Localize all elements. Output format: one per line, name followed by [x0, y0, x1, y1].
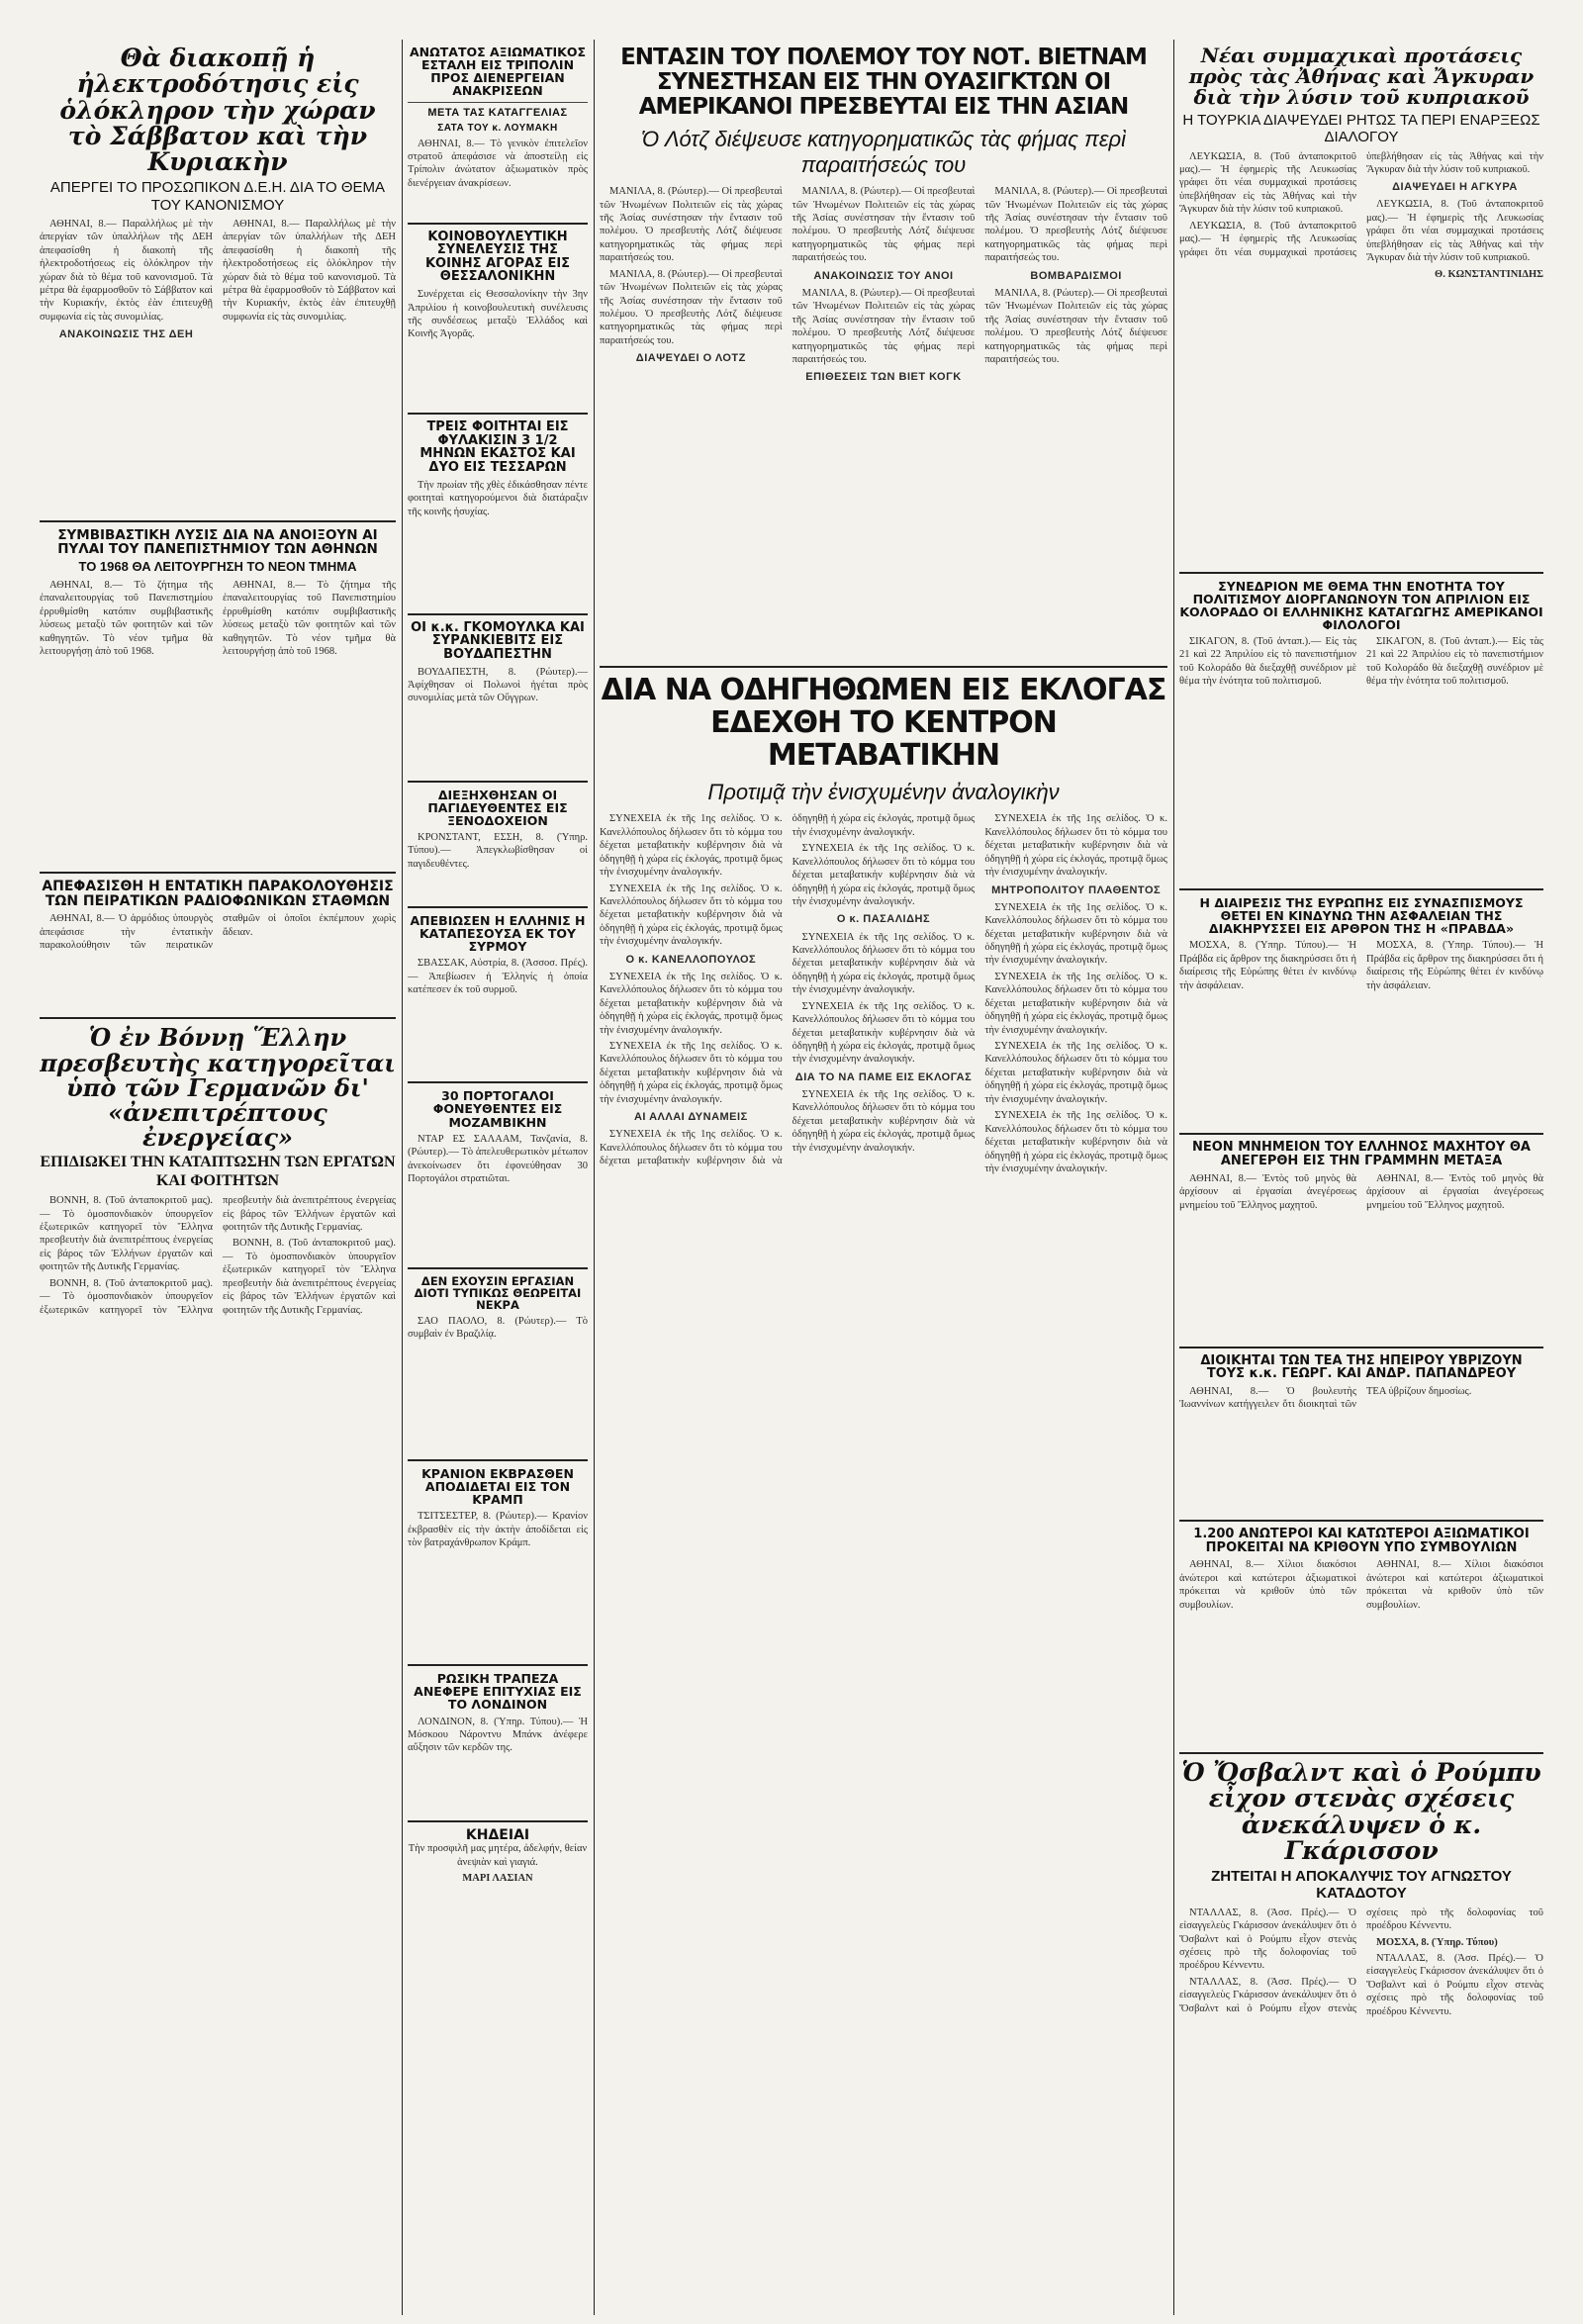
headline-bonn-ambassador: Ὁ ἐν Βόννῃ Ἕλλην πρεσβευτὴς κατηγορεῖται ὑπὸ τῶν Γερμανῶν δι' «ἀνεπιτρέπτους ἐνεργείας» [40, 1023, 396, 1153]
divider [408, 906, 588, 908]
column-4 [1179, 46, 1543, 2311]
headline-no-work: ΔΕΝ ΕΧΟΥΣΙΝ ΕΡΓΑΣΙΑΝ ΔΙΟΤΙ ΤΥΠΙΚΩΣ ΘΕΩΡΕΙΤΑΙ ΝΕΚΡΑ [414, 1273, 582, 1312]
section-heading: ΑΙ ΑΛΛΑΙ ΔΥΝΑΜΕΙΣ [633, 1111, 748, 1124]
divider [408, 613, 588, 615]
divider [408, 1081, 588, 1083]
section-heading: ΔΙΑΨΕΥΔΕΙ Ο ΛΟΤΖ [635, 352, 746, 365]
headline-officers-councils: 1.200 ΑΝΩΤΕΡΟΙ ΚΑΙ ΚΑΤΩΤΕΡΟΙ ΑΞΙΩΜΑΤΙΚΟΙ ΠΡΟΚΕΙΤΑΙ ΝΑ ΚΡΙΘΟΥΝ ΥΠΟ ΣΥΜΒΟΥΛΙΩΝ [1193, 1526, 1530, 1555]
divider [1179, 572, 1543, 574]
section-heading: ΔΙΑΨΕΥΔΕΙ Η ΑΓΚΥΡΑ [1392, 181, 1518, 194]
headline-funerals: ΚΗΔΕΙΑΙ [465, 1826, 530, 1843]
article-body: ΑΘΗΝΑΙ, 8.— Παραλλήλως μὲ τὴν ἀπεργίαν τῶν ὑπαλλήλων τῆς ΔΕΗ ἀπεφασίσθη ἡ διακοπὴ τῆς ἠλεκτροδοτήσεως εἰς ὁλόκληρον τὴν χώραν διὰ τὸ θέμα τοῦ κανονισμοῦ. Τὰ μέτρα θὰ ἐφαρμοσθοῦν τὸ Σάββατον καὶ τὴν Κυριακήν, ἐκτὸς ἐὰν ἐπιτευχθῇ συμφωνία εἰς τὰς συνομιλίας. ΑΝΑΚΟΙΝΩΣΙΣ ΤΗΣ ΔΕΗ ΑΘΗΝΑΙ, 8.— Παραλλήλως μὲ τὴν ἀπεργίαν τῶν ὑπαλλήλων τῆς ΔΕΗ ἀπεφασίσθη ἡ διακοπὴ τῆς ἠλεκτροδοτήσεως εἰς ὁλόκληρον τὴν χώραν διὰ τὸ θέμα τοῦ κανονισμοῦ. Τὰ μέτρα θὰ ἐφαρμοσθοῦν τὸ Σάββατον καὶ τὴν Κυριακήν, ἐκτὸς ἐὰν ἐπιτευχθῇ συμφωνία εἰς τὰς συνομιλίας. [40, 218, 396, 341]
subheadline: ΜΕΤΑ ΤΑΣ ΚΑΤΑΓΓΕΛΙΑΣ [427, 106, 568, 119]
divider [1179, 888, 1543, 890]
article-body: ΚΡΟΝΣΤΑΝΤ, ΕΣΣΗ, 8. (Ὑπηρ. Τύπου).— Ἀπεγκλωβίσθησαν οἱ παγιδευθέντες. [408, 831, 588, 870]
divider [1179, 1133, 1543, 1135]
divider [408, 413, 588, 415]
divider [408, 1459, 588, 1461]
article-body: Τὴν πρωίαν τῆς χθὲς ἐδικάσθησαν πέντε φοιτηταὶ κατηγορούμενοι διὰ διατάραξιν τῆς κοινῆς ἡσυχίας. [408, 479, 588, 517]
article-body: ΛΟΝΔΙΝΟΝ, 8. (Ὑπηρ. Τύπου).— Ἡ Μόσκοου Νάροντνυ Μπάνκ ἀνέφερε αὔξησιν τῶν κερδῶν της. [408, 1716, 588, 1754]
column-1 [40, 46, 396, 2311]
divider [40, 1017, 396, 1019]
article-body: ΝΤΑΛΛΑΣ, 8. (Ἀσσ. Πρές).— Ὁ εἰσαγγελεὺς Γκάρισσον ἀνεκάλυψεν ὅτι ὁ Ὄσβαλντ καὶ ὁ Ρούμπυ εἶχον στενὰς σχέσεις πρὸ τῆς δολοφονίας τοῦ προέδρου Κέννεντυ. ΝΤΑΛΛΑΣ, 8. (Ἀσσ. Πρές).— Ὁ εἰσαγγελεὺς Γκάρισσον ἀνεκάλυψεν ὅτι ὁ Ὄσβαλντ καὶ ὁ Ρούμπυ εἶχον στενὰς σχέσεις πρὸ τῆς δολοφονίας τοῦ προέδρου Κέννεντυ. ΜΟΣΧΑ, 8. (Ὑπηρ. Τύπου) ΝΤΑΛΛΑΣ, 8. (Ἀσσ. Πρές).— Ὁ εἰσαγγελεὺς Γκάρισσον ἀνεκάλυψεν ὅτι ὁ Ὄσβαλντ καὶ ὁ Ρούμπυ εἶχον στενὰς σχέσεις πρὸ τῆς δολοφονίας τοῦ προέδρου Κέννεντυ. [1179, 1906, 1543, 2017]
section-heading: ΔΙΑ ΤΟ ΝΑ ΠΑΜΕ ΕΙΣ ΕΚΛΟΓΑΣ [794, 1070, 973, 1083]
divider [408, 1267, 588, 1269]
section-heading: Ο κ. ΠΑΣΑΛΙΔΗΣ [836, 913, 931, 926]
headline-pravda: Η ΔΙΑΙΡΕΣΙΣ ΤΗΣ ΕΥΡΩΠΗΣ ΕΙΣ ΣΥΝΑΣΠΙΣΜΟΥΣ ΘΕΤΕΙ ΕΝ ΚΙΝΔΥΝΩ ΤΗΝ ΑΣΦΑΛΕΙΑΝ ΤΗΣ ΔΙΑΚΗΡΥΣΣΕΙ ΕΙΣ ΑΡΘΡΟΝ ΤΗΣ Η «ΠΡΑΒΔΑ» [1199, 895, 1524, 937]
article-body: ΑΘΗΝΑΙ, 8.— Ὁ βουλευτὴς Ἰωαννίνων κατήγγειλεν ὅτι διοικηταὶ τῶν ΤΕΑ ὑβρίζουν δημοσίως. [1179, 1385, 1472, 1411]
headline-skull-crabb: ΚΡΑΝΙΟΝ ΕΚΒΡΑΣΘΕΝ ΑΠΟΔΙΔΕΤΑΙ ΕΙΣ ΤΟΝ ΚΡΑΜΠ [421, 1465, 574, 1508]
headline-hotel-trapped: ΔΙΕΞΗΧΘΗΣΑΝ ΟΙ ΠΑΓΙΔΕΥΘΕΝΤΕΣ ΕΙΣ ΞΕΝΟΔΟΧΕΙΟΝ [427, 787, 568, 828]
divider [1179, 1520, 1543, 1522]
headline-tea-epirus: ΔΙΟΙΚΗΤΑΙ ΤΩΝ ΤΕΑ ΤΗΣ ΗΠΕΙΡΟΥ ΥΒΡΙΖΟΥΝ ΤΟΥΣ κ.κ. ΓΕΩΡΓ. ΚΑΙ ΑΝΔΡ. ΠΑΠΑΝΔΡΕΟΥ [1200, 1352, 1523, 1382]
section-heading: Ο κ. ΚΑΝΕΛΛΟΠΟΥΛΟΣ [625, 953, 757, 966]
headline-vietnam: ΕΝΤΑΣΙΝ ΤΟΥ ΠΟΛΕΜΟΥ ΤΟΥ ΝΟΤ. ΒΙΕΤΝΑΜ ΣΥΝΕΣΤΗΣΑΝ ΕΙΣ ΤΗΝ ΟΥΑΣΙΓΚΤΩΝ ΟΙ ΑΜΕΡΙΚΑΝΟΙ ΠΡΕΣΒΕΥΤΑΙ ΕΙΣ ΤΗΝ ΑΣΙΑΝ [620, 46, 1147, 120]
divider [408, 1820, 588, 1822]
column-rule [402, 40, 403, 2315]
divider [1179, 1347, 1543, 1348]
article-body: ΒΟΝΝΗ, 8. (Τοῦ ἀνταποκριτοῦ μας).— Τὸ ὁμοσπονδιακὸν ὑπουργεῖον ἐξωτερικῶν κατηγορεῖ τὸν Ἕλληνα πρεσβευτὴν διὰ ἀνεπιτρέπτους ἐνεργείας εἰς βάρος τῶν Ἑλλήνων ἐργατῶν καὶ φοιτητῶν τῆς Δυτικῆς Γερμανίας. ΒΟΝΝΗ, 8. (Τοῦ ἀνταποκριτοῦ μας).— Τὸ ὁμοσπονδιακὸν ὑπουργεῖον ἐξωτερικῶν κατηγορεῖ τὸν Ἕλληνα πρεσβευτὴν διὰ ἀνεπιτρέπτους ἐνεργείας εἰς βάρος τῶν Ἑλλήνων ἐργατῶν καὶ φοιτητῶν τῆς Δυτικῆς Γερμανίας. ΒΟΝΝΗ, 8. (Τοῦ ἀνταποκριτοῦ μας).— Τὸ ὁμοσπονδιακὸν ὑπουργεῖον ἐξωτερικῶν κατηγορεῖ τὸν Ἕλληνα πρεσβευτὴν διὰ ἀνεπιτρέπτους ἐνεργείας εἰς βάρος τῶν Ἑλλήνων ἐργατῶν καὶ φοιτητῶν τῆς Δυτικῆς Γερμανίας. [40, 1195, 396, 1316]
divider [408, 781, 588, 783]
article-body: ΣΑΟ ΠΑΟΛΟ, 8. (Ρώυτερ).— Τὸ συμβαὶν ἐν Βραζιλίᾳ. [408, 1315, 588, 1341]
headline-elections: ΔΙΑ ΝΑ ΟΔΗΓΗΘΩΜΕΝ ΕΙΣ ΕΚΛΟΓΑΣ ΕΔΕΧΘΗ ΤΟ ΚΕΝΤΡΟΝ ΜΕΤΑΒΑΤΙΚΗΝ [601, 673, 1166, 774]
article-body: ΑΘΗΝΑΙ, 8.— Τὸ γενικὸν ἐπιτελεῖον στρατοῦ ἀπεφάσισε νὰ ἀποστείλῃ εἰς Τρίπολιν ἀνώτατον ἀξιωματικὸν πρὸς διενέργειαν ἀνακρίσεων. [408, 138, 588, 189]
article-body: ΑΘΗΝΑΙ, 8.— Ὁ ἁρμόδιος ὑπουργὸς ἀπεφάσισε τὴν ἐντατικὴν παρακολούθησιν τῶν πειρατικῶν σταθμῶν οἱ ὁποῖοι ἐκπέμπουν χωρὶς ἄδειαν. [40, 913, 396, 952]
subheadline-proportional: Προτιμᾷ τὴν ἐνισχυμένην ἀναλογικὴν [707, 780, 1060, 805]
subheadline-dei-strike: ΑΠΕΡΓΕΙ ΤΟ ΠΡΟΣΩΠΙΚΟΝ Δ.Ε.Η. ΔΙΑ ΤΟ ΘΕΜΑ ΤΟΥ ΚΑΝΟΝΙΣΜΟΥ [49, 179, 386, 214]
subheadline-turkey-denies: Η ΤΟΥΡΚΙΑ ΔΙΑΨΕΥΔΕΙ ΡΗΤΩΣ ΤΑ ΠΕΡΙ ΕΝΑΡΞΕΩΣ ΔΙΑΛΟΓΟΥ [1182, 112, 1540, 146]
column-rule [594, 40, 595, 2315]
headline-pirate-radio: ΑΠΕΦΑΣΙΣΘΗ Η ΕΝΤΑΤΙΚΗ ΠΑΡΑΚΟΛΟΥΘΗΣΙΣ ΤΩΝ ΠΕΙΡΑΤΙΚΩΝ ΡΑΔΙΟΦΩΝΙΚΩΝ ΣΤΑΘΜΩΝ [42, 879, 394, 909]
headline-monument: ΝΕΟΝ ΜΝΗΜΕΙΟΝ ΤΟΥ ΕΛΛΗΝΟΣ ΜΑΧΗΤΟΥ ΘΑ ΑΝΕΓΕΡΘΗ ΕΙΣ ΤΗΝ ΓΡΑΜΜΗΝ ΜΕΤΑΞΑ [1192, 1140, 1531, 1169]
divider [600, 666, 1167, 668]
headline-greek-woman-died: ΑΠΕΒΙΩΣΕΝ Η ΕΛΛΗΝΙΣ Η ΚΑΤΑΠΕΣΟΥΣΑ ΕΚ ΤΟΥ ΣΥΡΜΟΥ [410, 912, 586, 955]
article-body: ΝΤΑΡ ΕΣ ΣΑΛΑΑΜ, Τανζανία, 8. (Ρώυτερ).— Τὸ ἀπελευθερωτικὸν μέτωπον ἀνεκοίνωσεν ὅτι ἐφονεύθησαν 30 Πορτογάλοι στρατιῶται. [408, 1133, 588, 1184]
headline-tripoli-officer: ΑΝΩΤΑΤΟΣ ΑΞΙΩΜΑΤΙΚΟΣ ΕΣΤΑΛΗ ΕΙΣ ΤΡΙΠΟΛΙΝ ΠΡΟΣ ΔΙΕΝΕΡΓΕΙΑΝ ΑΝΑΚΡΙΣΕΩΝ [410, 46, 586, 99]
section-heading: ΑΝΑΚΟΙΝΩΣΙΣ ΤΟΥ ΑΝΟΙ [813, 269, 954, 282]
headline-colorado-conference: ΣΥΝΕΔΡΙΟΝ ΜΕ ΘΕΜΑ ΤΗΝ ΕΝΟΤΗΤΑ ΤΟΥ ΠΟΛΙΤΙΣΜΟΥ ΔΙΟΡΓΑΝΩΝΟΥΝ ΤΟΝ ΑΠΡΙΛΙΟΝ ΕΙΣ ΚΟΛΟΡΑΔΟ ΟΙ ΕΛΛΗΝΙΚΗΣ ΚΑΤΑΓΩΓΗΣ ΑΜΕΡΙΚΑΝΟΙ ΦΙΛΟΛΟΓΟΙ [1179, 578, 1543, 632]
article-body: ΑΘΗΝΑΙ, 8.— Τὸ ζήτημα τῆς ἐπαναλειτουργίας τοῦ Πανεπιστημίου ἐρρυθμίσθη κατόπιν συμβιβαστικῆς λύσεως μεταξὺ τῶν φοιτητῶν καὶ τῶν καθηγητῶν. Τὸ νέον τμῆμα θὰ λειτουργήσῃ ἀπὸ τοῦ 1968. ΑΘΗΝΑΙ, 8.— Τὸ ζήτημα τῆς ἐπαναλειτουργίας τοῦ Πανεπιστημίου ἐρρυθμίσθη κατόπιν συμβιβαστικῆς λύσεως μεταξὺ τῶν φοιτητῶν καὶ τῶν καθηγητῶν. Τὸ νέον τμῆμα θὰ λειτουργήσῃ ἀπὸ τοῦ 1968. [40, 580, 396, 658]
article-body: ΣΙΚΑΓΟΝ, 8. (Τοῦ ἀνταπ.).— Εἰς τὰς 21 καὶ 22 Ἀπριλίου εἰς τὸ πανεπιστήμιον τοῦ Κολοράδο θὰ διεξαχθῇ συνέδριον μὲ θέμα τὴν ἑνότητα τοῦ πολιτισμοῦ. ΣΙΚΑΓΟΝ, 8. (Τοῦ ἀνταπ.).— Εἰς τὰς 21 καὶ 22 Ἀπριλίου εἰς τὸ πανεπιστήμιον τοῦ Κολοράδο θὰ διεξαχθῇ συνέδριον μὲ θέμα τὴν ἑνότητα τοῦ πολιτισμοῦ. [1179, 636, 1543, 688]
funeral-notice: Τὴν προσφιλῆ μας μητέρα, ἀδελφήν, θείαν ἀνεψιὰν καὶ γιαγιά. ΜΑΡΙ ΛΑΣΙΑΝ [408, 1843, 588, 1885]
divider [40, 872, 396, 874]
column-2 [408, 46, 588, 2311]
section-heading: ΒΟΜΒΑΡΔΙΣΜΟΙ [1030, 269, 1122, 282]
headline-power-cut: Θὰ διακοπῇ ἡ ἠλεκτροδότησις εἰς ὁλόκληρον τὴν χώραν τὸ Σάββατον καὶ τὴν Κυριακὴν [59, 46, 376, 176]
article-body: ΣΥΝΕΧΕΙΑ ἐκ τῆς 1ης σελίδος. Ὁ κ. Κανελλόπουλος δήλωσεν ὅτι τὸ κόμμα του δέχεται μεταβατικὴν κυβέρνησιν διὰ νὰ ὁδηγηθῇ ἡ χώρα εἰς ἐκλογάς, προτιμᾷ ὅμως τὴν ἐνισχυμένην ἀναλογικήν. ΣΥΝΕΧΕΙΑ ἐκ τῆς 1ης σελίδος. Ὁ κ. Κανελλόπουλος δήλωσεν ὅτι τὸ κόμμα του δέχεται μεταβατικὴν κυβέρνησιν διὰ νὰ ὁδηγηθῇ ἡ χώρα εἰς ἐκλογάς, προτιμᾷ ὅμως τὴν ἐνισχυμένην ἀναλογικήν. Ο κ. ΚΑΝΕΛΛΟΠΟΥΛΟΣ ΣΥΝΕΧΕΙΑ ἐκ τῆς 1ης σελίδος. Ὁ κ. Κανελλόπουλος δήλωσεν ὅτι τὸ κόμμα του δέχεται μεταβατικὴν κυβέρνησιν διὰ νὰ ὁδηγηθῇ ἡ χώρα εἰς ἐκλογάς, προτιμᾷ ὅμως τὴν ἐνισχυμένην ἀναλογικήν. ΣΥΝΕΧΕΙΑ ἐκ τῆς 1ης σελίδος. Ὁ κ. Κανελλόπουλος δήλωσεν ὅτι τὸ κόμμα του δέχεται μεταβατικὴν κυβέρνησιν διὰ νὰ ὁδηγηθῇ ἡ χώρα εἰς ἐκλογάς, προτιμᾷ ὅμως τὴν ἐνισχυμένην ἀναλογικήν. ΑΙ ΑΛΛΑΙ ΔΥΝΑΜΕΙΣ ΣΥΝΕΧΕΙΑ ἐκ τῆς 1ης σελίδος. Ὁ κ. Κανελλόπουλος δήλωσεν ὅτι τὸ κόμμα του δέχεται μεταβατικὴν κυβέρνησιν διὰ νὰ ὁδηγηθῇ ἡ χώρα εἰς ἐκλογάς, προτιμᾷ ὅμως τὴν ἐνισχυμένην ἀναλογικήν. ΣΥΝΕΧΕΙΑ ἐκ τῆς 1ης σελίδος. Ὁ κ. Κανελλόπουλος δήλωσεν ὅτι τὸ κόμμα του δέχεται μεταβατικὴν κυβέρνησιν διὰ νὰ ὁδηγηθῇ ἡ χώρα εἰς ἐκλογάς, προτιμᾷ ὅμως τὴν ἐνισχυμένην ἀναλογικήν. Ο κ. ΠΑΣΑΛΙΔΗΣ ΣΥΝΕΧΕΙΑ ἐκ τῆς 1ης σελίδος. Ὁ κ. Κανελλόπουλος δήλωσεν ὅτι τὸ κόμμα του δέχεται μεταβατικὴν κυβέρνησιν διὰ νὰ ὁδηγηθῇ ἡ χώρα εἰς ἐκλογάς, προτιμᾷ ὅμως τὴν ἐνισχυμένην ἀναλογικήν. ΣΥΝΕΧΕΙΑ ἐκ τῆς 1ης σελίδος. Ὁ κ. Κανελλόπουλος δήλωσεν ὅτι τὸ κόμμα του δέχεται μεταβατικὴν κυβέρνησιν διὰ νὰ ὁδηγηθῇ ἡ χώρα εἰς ἐκλογάς, προτιμᾷ ὅμως τὴν ἐνισχυμένην ἀναλογικήν. ΔΙΑ ΤΟ ΝΑ ΠΑΜΕ ΕΙΣ ΕΚΛΟΓΑΣ ΣΥΝΕΧΕΙΑ ἐκ τῆς 1ης σελίδος. Ὁ κ. Κανελλόπουλος δήλωσεν ὅτι τὸ κόμμα του δέχεται μεταβατικὴν κυβέρνησιν διὰ νὰ ὁδηγηθῇ ἡ χώρα εἰς ἐκλογάς, προτιμᾷ ὅμως τὴν ἐνισχυμένην ἀναλογικήν. ΣΥΝΕΧΕΙΑ ἐκ τῆς 1ης σελίδος. Ὁ κ. Κανελλόπουλος δήλωσεν ὅτι τὸ κόμμα του δέχεται μεταβατικὴν κυβέρνησιν διὰ νὰ ὁδηγηθῇ ἡ χώρα εἰς ἐκλογάς, προτιμᾷ ὅμως τὴν ἐνισχυμένην ἀναλογικήν. ΜΗΤΡΟΠΟΛΙΤΟΥ ΠΛΑΘΕΝΤΟΣ ΣΥΝΕΧΕΙΑ ἐκ τῆς 1ης σελίδος. Ὁ κ. Κανελλόπουλος δήλωσεν ὅτι τὸ κόμμα του δέχεται μεταβατικὴν κυβέρνησιν διὰ νὰ ὁδηγηθῇ ἡ χώρα εἰς ἐκλογάς, προτιμᾷ ὅμως τὴν ἐνισχυμένην ἀναλογικήν. ΣΥΝΕΧΕΙΑ ἐκ τῆς 1ης σελίδος. Ὁ κ. Κανελλόπουλος δήλωσεν ὅτι τὸ κόμμα του δέχεται μεταβατικὴν κυβέρνησιν διὰ νὰ ὁδηγηθῇ ἡ χώρα εἰς ἐκλογάς, προτιμᾷ ὅμως τὴν ἐνισχυμένην ἀναλογικήν. ΣΥΝΕΧΕΙΑ ἐκ τῆς 1ης σελίδος. Ὁ κ. Κανελλόπουλος δήλωσεν ὅτι τὸ κόμμα του δέχεται μεταβατικὴν κυβέρνησιν διὰ νὰ ὁδηγηθῇ ἡ χώρα εἰς ἐκλογάς, προτιμᾷ ὅμως τὴν ἐνισχυμένην ἀναλογικήν. ΣΥΝΕΧΕΙΑ ἐκ τῆς 1ης σελίδος. Ὁ κ. Κανελλόπουλος δήλωσεν ὅτι τὸ κόμμα του δέχεται μεταβατικὴν κυβέρνησιν διὰ νὰ ὁδηγηθῇ ἡ χώρα εἰς ἐκλογάς, προτιμᾷ ὅμως τὴν ἐνισχυμένην ἀναλογικήν. [600, 813, 1167, 1174]
section-heading: ΑΝΑΚΟΙΝΩΣΙΣ ΤΗΣ ΔΕΗ [58, 328, 194, 341]
divider [408, 1664, 588, 1666]
article-body: ΑΘΗΝΑΙ, 8.— Χίλιοι διακόσιοι ἀνώτεροι καὶ κατώτεροι ἀξιωματικοὶ πρόκειται νὰ κριθοῦν ὑπὸ τῶν συμβουλίων. ΑΘΗΝΑΙ, 8.— Χίλιοι διακόσιοι ἀνώτεροι καὶ κατώτεροι ἀξιωματικοὶ πρόκειται νὰ κριθοῦν ὑπὸ τῶν συμβουλίων. [1179, 1559, 1543, 1611]
headline-university: ΣΥΜΒΙΒΑΣΤΙΚΗ ΛΥΣΙΣ ΔΙΑ ΝΑ ΑΝΟΙΞΟΥΝ ΑΙ ΠΥΛΑΙ ΤΟΥ ΠΑΝΕΠΙΣΤΗΜΙΟΥ ΤΩΝ ΑΘΗΝΩΝ [57, 526, 378, 557]
article-body: ΜΟΣΧΑ, 8. (Ὑπηρ. Τύπου).— Ἡ Πράβδα εἰς ἄρθρον της διακηρύσσει ὅτι ἡ διαίρεσις τῆς Εὐρώπης θέτει ἐν κινδύνῳ τὴν ἀσφάλειαν. ΜΟΣΧΑ, 8. (Ὑπηρ. Τύπου).— Ἡ Πράβδα εἰς ἄρθρον της διακηρύσσει ὅτι ἡ διαίρεσις τῆς Εὐρώπης θέτει ἐν κινδύνῳ τὴν ἀσφάλειαν. [1179, 940, 1543, 991]
divider [40, 520, 396, 522]
article-body: ΒΟΥΔΑΠΕΣΤΗ, 8. (Ρώυτερ).— Ἀφίχθησαν οἱ Πολωνοὶ ἡγέται πρὸς συνομιλίας μετὰ τῶν Οὕγγρων. [408, 666, 588, 704]
headline-common-market: ΚΟΙΝΟΒΟΥΛΕΥΤΙΚΗ ΣΥΝΕΛΕΥΣΙΣ ΤΗΣ ΚΟΙΝΗΣ ΑΓΟΡΑΣ ΕΙΣ ΘΕΣΣΑΛΟΝΙΚΗΝ [424, 229, 571, 285]
subheadline-new-department: ΤΟ 1968 ΘΑ ΛΕΙΤΟΥΡΓΗΣΗ ΤΟ ΝΕΟΝ ΤΜΗΜΑ [78, 559, 357, 575]
divider [1179, 1752, 1543, 1754]
section-heading: ΜΗΤΡΟΠΟΛΙΤΟΥ ΠΛΑΘΕΝΤΟΣ [991, 883, 1162, 896]
section-heading: ΕΠΙΘΕΣΕΙΣ ΤΩΝ ΒΙΕΤ ΚΟΓΚ [805, 371, 962, 384]
byline: Θ. ΚΩΝΣΤΑΝΤΙΝΙΔΗΣ [1435, 268, 1543, 280]
headline-cyprus: Νέαι συμμαχικαὶ προτάσεις πρὸς τὰς Ἀθήνας καὶ Ἄγκυραν διὰ τὴν λύσιν τοῦ κυπριακοῦ [1188, 46, 1535, 109]
subheadline-workers: ΕΠΙΔΙΩΚΕΙ ΤΗΝ ΚΑΤΑΠΤΩΣΗΝ ΤΩΝ ΕΡΓΑΤΩΝ ΚΑΙ ΦΟΙΤΗΤΩΝ [40, 1154, 396, 1189]
headline-students-jail: ΤΡΕΙΣ ΦΟΙΤΗΤΑΙ ΕΙΣ ΦΥΛΑΚΙΣΙΝ 3 1/2 ΜΗΝΩΝ ΕΚΑΣΤΟΣ ΚΑΙ ΔΥΟ ΕΙΣ ΤΕΣΣΑΡΩΝ [419, 419, 576, 475]
divider [408, 223, 588, 225]
headline-russian-bank: ΡΩΣΙΚΗ ΤΡΑΠΕΖΑ ΑΝΕΦΕΡΕ ΕΠΙΤΥΧΙΑΣ ΕΙΣ ΤΟ ΛΟΝΔΙΝΟΝ [414, 1671, 582, 1713]
subheadline: ΣΑΤΑ ΤΟΥ κ. ΛΟΥΜΑΚΗ [437, 122, 558, 134]
headline-gomulka: ΟΙ κ.κ. ΓΚΟΜΟΥΛΚΑ ΚΑΙ ΣΥΡΑΝΚΙΕΒΙΤΣ ΕΙΣ ΒΟΥΔΑΠΕΣΤΗΝ [411, 619, 585, 662]
headline-oswald-ruby: Ὁ Ὄσβαλντ καὶ ὁ Ρούμπυ εἶχον στενὰς σχέσεις ἀνεκάλυψεν ὁ κ. Γκάρισσον [1181, 1758, 1541, 1865]
article-body: Συνέρχεται εἰς Θεσσαλονίκην τὴν 3ην Ἀπριλίου ἡ κοινοβουλευτικὴ συνέλευσις τῆς συνδέσεως μεταξὺ Ἑλλάδος καὶ Κοινῆς Ἀγορᾶς. [408, 289, 588, 340]
article-body: ΑΘΗΝΑΙ, 8.— Ἐντὸς τοῦ μηνὸς θὰ ἀρχίσουν αἱ ἐργασίαι ἀνεγέρσεως μνημείου τοῦ Ἕλληνος μαχητοῦ. ΑΘΗΝΑΙ, 8.— Ἐντὸς τοῦ μηνὸς θὰ ἀρχίσουν αἱ ἐργασίαι ἀνεγέρσεως μνημείου τοῦ Ἕλληνος μαχητοῦ. [1179, 1172, 1543, 1211]
divider [408, 102, 588, 103]
column-3 [600, 46, 1167, 2311]
subheadline-lodge: Ὁ Λότζ διέψευσε κατηγορηματικῶς τὰς φήμας περὶ παραιτήσεώς του [640, 127, 1127, 177]
subheadline-informer: ΖΗΤΕΙΤΑΙ Η ΑΠΟΚΑΛΥΨΙΣ ΤΟΥ ΑΓΝΩΣΤΟΥ ΚΑΤΑΔΟΤΟΥ [1211, 1868, 1512, 1903]
dateline: ΜΟΣΧΑ, 8. (Ὑπηρ. Τύπου) [1376, 1936, 1498, 1948]
article-body: ΤΣΙΤΣΕΣΤΕΡ, 8. (Ρώυτερ).— Κρανίον ἐκβρασθὲν εἰς τὴν ἀκτὴν ἀποδίδεται εἰς τὸν βατραχάνθρωπον Κράμπ. [408, 1511, 588, 1549]
headline-portuguese-killed: 30 ΠΟΡΤΟΓΑΛΟΙ ΦΟΝΕΥΘΕΝΤΕΣ ΕΙΣ ΜΟΖΑΜΒΙΚΗΝ [432, 1088, 563, 1130]
article-body: ΜΑΝΙΛΑ, 8. (Ρώυτερ).— Οἱ πρεσβευταὶ τῶν Ἡνωμένων Πολιτειῶν εἰς τὰς χώρας τῆς Ἀσίας συνέστησαν τὴν ἔντασιν τοῦ πολέμου. Ὁ πρεσβευτὴς Λότζ διέψευσε κατηγορηματικῶς τὰς φήμας περὶ παραιτήσεώς του. ΜΑΝΙΛΑ, 8. (Ρώυτερ).— Οἱ πρεσβευταὶ τῶν Ἡνωμένων Πολιτειῶν εἰς τὰς χώρας τῆς Ἀσίας συνέστησαν τὴν ἔντασιν τοῦ πολέμου. Ὁ πρεσβευτὴς Λότζ διέψευσε κατηγορηματικῶς τὰς φήμας περὶ παραιτήσεώς του. ΔΙΑΨΕΥΔΕΙ Ο ΛΟΤΖ ΜΑΝΙΛΑ, 8. (Ρώυτερ).— Οἱ πρεσβευταὶ τῶν Ἡνωμένων Πολιτειῶν εἰς τὰς χώρας τῆς Ἀσίας συνέστησαν τὴν ἔντασιν τοῦ πολέμου. Ὁ πρεσβευτὴς Λότζ διέψευσε κατηγορηματικῶς τὰς φήμας περὶ παραιτήσεώς του. ΑΝΑΚΟΙΝΩΣΙΣ ΤΟΥ ΑΝΟΙ ΜΑΝΙΛΑ, 8. (Ρώυτερ).— Οἱ πρεσβευταὶ τῶν Ἡνωμένων Πολιτειῶν εἰς τὰς χώρας τῆς Ἀσίας συνέστησαν τὴν ἔντασιν τοῦ πολέμου. Ὁ πρεσβευτὴς Λότζ διέψευσε κατηγορηματικῶς τὰς φήμας περὶ παραιτήσεώς του. ΕΠΙΘΕΣΕΙΣ ΤΩΝ ΒΙΕΤ ΚΟΓΚ ΜΑΝΙΛΑ, 8. (Ρώυτερ).— Οἱ πρεσβευταὶ τῶν Ἡνωμένων Πολιτειῶν εἰς τὰς χώρας τῆς Ἀσίας συνέστησαν τὴν ἔντασιν τοῦ πολέμου. Ὁ πρεσβευτὴς Λότζ διέψευσε κατηγορηματικῶς τὰς φήμας περὶ παραιτήσεώς του. ΒΟΜΒΑΡΔΙΣΜΟΙ ΜΑΝΙΛΑ, 8. (Ρώυτερ).— Οἱ πρεσβευταὶ τῶν Ἡνωμένων Πολιτειῶν εἰς τὰς χώρας τῆς Ἀσίας συνέστησαν τὴν ἔντασιν τοῦ πολέμου. Ὁ πρεσβευτὴς Λότζ διέψευσε κατηγορηματικῶς τὰς φήμας περὶ παραιτήσεώς του. [600, 186, 1167, 384]
article-body: ΛΕΥΚΩΣΙΑ, 8. (Τοῦ ἀνταποκριτοῦ μας).— Ἡ ἐφημερὶς τῆς Λευκωσίας γράφει ὅτι νέαι συμμαχικαὶ προτάσεις ὑπεβλήθησαν εἰς τὰς Ἀθήνας καὶ τὴν Ἄγκυραν διὰ τὴν λύσιν τοῦ κυπριακοῦ. ΛΕΥΚΩΣΙΑ, 8. (Τοῦ ἀνταποκριτοῦ μας).— Ἡ ἐφημερὶς τῆς Λευκωσίας γράφει ὅτι νέαι συμμαχικαὶ προτάσεις ὑπεβλήθησαν εἰς τὰς Ἀθήνας καὶ τὴν Ἄγκυραν διὰ τὴν λύσιν τοῦ κυπριακοῦ. ΔΙΑΨΕΥΔΕΙ Η ΑΓΚΥΡΑ ΛΕΥΚΩΣΙΑ, 8. (Τοῦ ἀνταποκριτοῦ μας).— Ἡ ἐφημερὶς τῆς Λευκωσίας γράφει ὅτι νέαι συμμαχικαὶ προτάσεις ὑπεβλήθησαν εἰς τὰς Ἀθήνας καὶ τὴν Ἄγκυραν διὰ τὴν λύσιν τοῦ κυπριακοῦ. Θ. ΚΩΝΣΤΑΝΤΙΝΙΔΗΣ [1179, 150, 1543, 280]
column-rule [1173, 40, 1174, 2315]
article-body: ΣΒΑΣΣΑΚ, Αὐστρία, 8. (Ἀσσοσ. Πρές).— Ἀπεβίωσεν ἡ Ἑλληνίς ἡ ὁποία κατέπεσεν ἐκ τοῦ συρμοῦ. [408, 958, 588, 996]
